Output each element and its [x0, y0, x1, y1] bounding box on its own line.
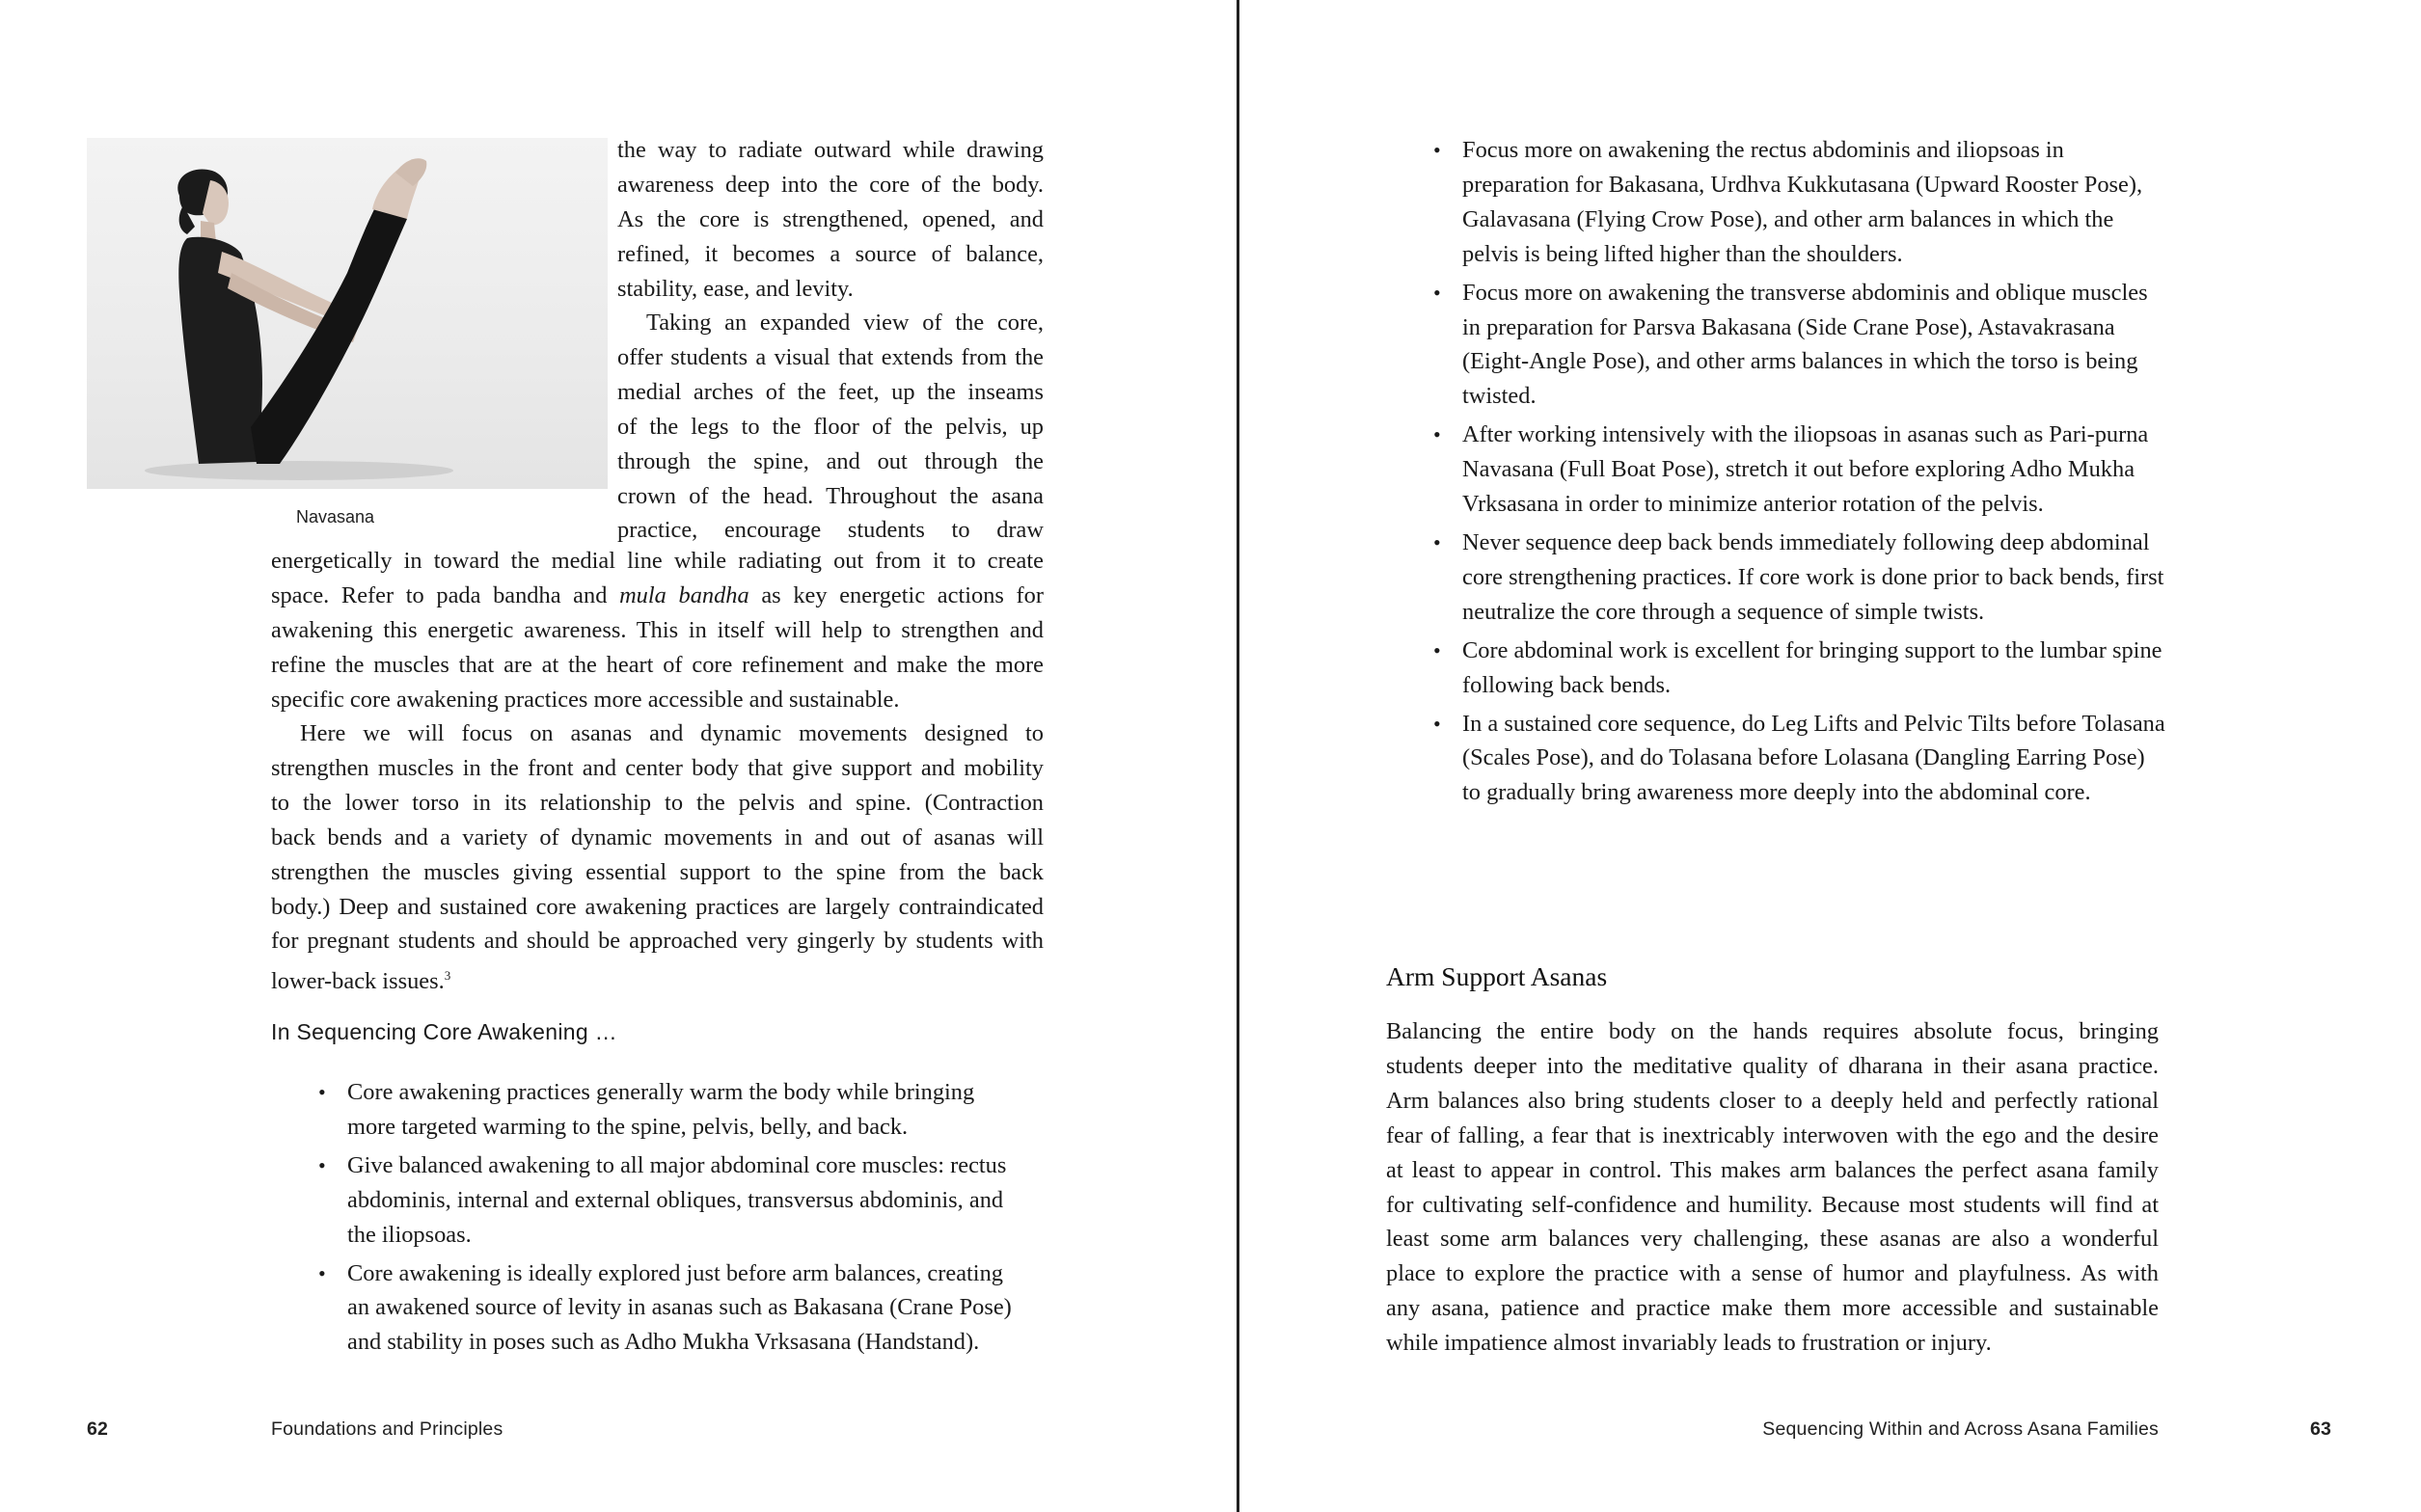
arm-balance-prep-bullets: [1433, 133, 2166, 814]
list-item: • Give balanced awakening to all major abdominal core muscles: rectus abdominis, internal and external obliques, transversus abdominis, and the iliopsoas.: [318, 1151, 1007, 1248]
core-awakening-bullets: [318, 1075, 1022, 1364]
sequencing-subhead: In Sequencing Core Awakening …: [271, 1019, 617, 1044]
figure-caption: Navasana: [296, 507, 375, 526]
intro-paragraph-continued: the way to radiate outward while drawing awareness deep into the core of the body. As the core is strengthened, opened, and refined, it becomes a source of balance, stability, ease, and levity.: [617, 137, 1044, 302]
list-item: • After working intensively with the iliopsoas in asanas such as Pari-purna Navasana (Full Boat Pose), stretch it out before exploring Adho Mukha Vrksasana in order to minimize anterior rotation of the pelvis.: [1433, 421, 2149, 518]
book-gutter: [1237, 0, 1239, 1512]
arm-support-paragraph: Balancing the entire body on the hands requires absolute focus, bringing students deeper into the meditative quality of dharana in their asana practice. Arm balances also bring students closer to a deeply held and perfectly rational fear of falling, a fear that is inextricably interwoven with the ego and the desire at least to appear in control. This makes arm balances the perfect asana family for cultivating self-confidence and humility. Because most students will find at least some arm balances very challenging, these asanas are also a wonderful place to explore the practice with a sense of humor and playfulness. As with any asana, patience and practice make them more accessible and sustainable while impatience almost invariably leads to frustration or injury.: [1386, 1018, 2159, 1357]
list-item: • Core abdominal work is excellent for bringing support to the lumbar spine following back bends.: [1433, 636, 2163, 698]
core-visual-paragraph-continued: energetically in toward the medial line while radiating out from it to create space. Refer to pada bandha and mula bandha as key energetic actions for awakening this energetic awareness. This in itself will help to strengthen and refine the muscles that are at the heart of core refinement and make the more specific core awakening practices more accessible and sustainable.: [271, 548, 1044, 713]
footnote-ref: 3: [444, 968, 451, 984]
page-number-right: 63: [2310, 1418, 2332, 1440]
navasana-photo: [87, 138, 608, 489]
running-head-left: Foundations and Principles: [271, 1418, 503, 1440]
running-head-right: Sequencing Within and Across Asana Families: [1762, 1418, 2159, 1440]
list-item: • In a sustained core sequence, do Leg Lifts and Pelvic Tilts before Tolasana (Scales Pose), and do Tolasana before Lolasana (Dangling Earring Pose) to gradually bring awareness more deeply into the abdominal core.: [1433, 710, 2165, 806]
focus-paragraph: Here we will focus on asanas and dynamic movements designed to strengthen muscles in the front and center body that give support and mobility to the lower torso in its relationship to the pelvis and spine. (Contraction back bends and a variety of dynamic movements in and out of asanas will strengthen the muscles giving essential support to the spine from the back body.) Deep and sustained core awakening practices are largely contraindicated for pregnant students and should be approached very gingerly by students with lower-back issues.$^3$: [271, 720, 1044, 995]
list-item: • Focus more on awakening the rectus abdominis and iliopsoas in preparation for Bakasana, Urdhva Kukkutasana (Upward Rooster Pose), Galavasana (Flying Crow Pose), and other arm balances in which the pelvis is being lifted higher than the shoulders.: [1433, 137, 2143, 267]
list-item: • Core awakening is ideally explored just before arm balances, creating an awakened source of levity in asanas such as Bakasana (Crane Pose) and stability in poses such as Adho Mukha Vrksasana (Handstand).: [318, 1259, 1012, 1356]
page-number-left: 62: [87, 1418, 109, 1440]
mula-bandha-term: mula bandha: [619, 581, 749, 608]
list-item: • Never sequence deep back bends immediately following deep abdominal core strengthening practices. If core work is done prior to back bends, first neutralize the core through a sequence of simple twists.: [1433, 528, 2164, 625]
list-item: • Focus more on awakening the transverse abdominis and oblique muscles in preparation for Parsva Bakasana (Side Crane Pose), Astavakrasana (Eight-Angle Pose), and other arms balances in which the torso is being twisted.: [1433, 279, 2148, 410]
core-visual-paragraph: Taking an expanded view of the core, offer students a visual that extends from the medial arches of the feet, up the inseams of the legs to the floor of the pelvis, up through the spine, and out through the crown of the head. Throughout the asana practice, encourage students to draw: [617, 310, 1044, 544]
list-item: • Core awakening practices generally warm the body while bringing more targeted warming to the spine, pelvis, belly, and back.: [318, 1079, 975, 1140]
section-title: Arm Support Asanas: [1386, 961, 1608, 991]
